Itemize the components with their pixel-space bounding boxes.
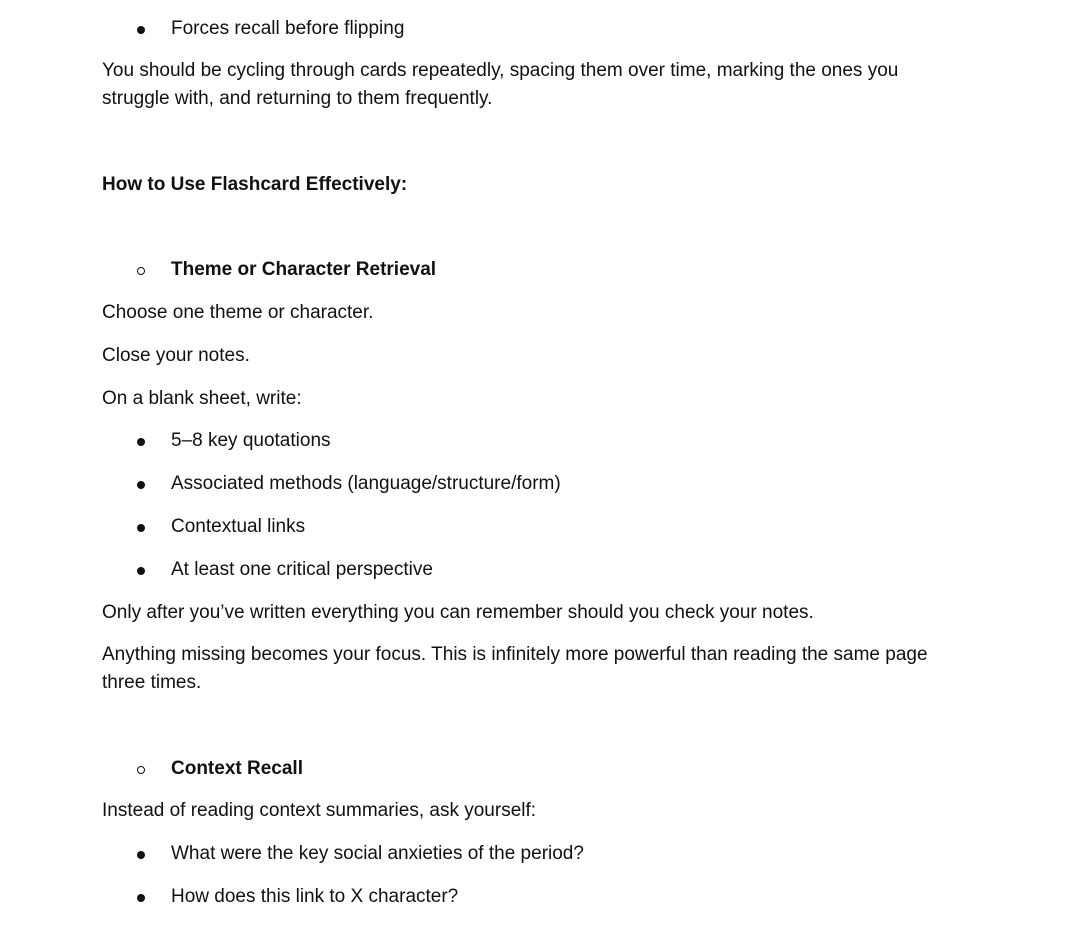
body-line: Close your notes. <box>102 345 250 366</box>
section-heading: How to Use Flashcard Effectively: <box>102 174 408 195</box>
bullet-marker <box>137 481 145 489</box>
hollow-bullet-marker <box>137 766 145 774</box>
body-line: On a blank sheet, write: <box>102 388 302 409</box>
closing-paragraph: Anything missing becomes your focus. This is infinitely more powerful than reading the same page three times. <box>102 644 928 693</box>
bullet-item: Contextual links <box>171 516 306 537</box>
body-line: Instead of reading context summaries, ask yourself: <box>102 800 537 821</box>
bullet-item: At least one critical perspective <box>171 559 433 580</box>
body-line: Only after you’ve written everything you can remember should you check your notes. <box>102 602 814 623</box>
subsection-title: Theme or Character Retrieval <box>171 259 437 280</box>
bullet-item: What were the key social anxieties of the period? <box>171 843 584 864</box>
intro-paragraph: You should be cycling through cards repeatedly, spacing them over time, marking the ones you struggle with, and returning to them frequently. <box>102 60 899 109</box>
bullet-marker <box>137 894 145 902</box>
bullet-marker <box>137 26 145 34</box>
bullet-marker <box>137 567 145 575</box>
bullet-item: Associated methods (language/structure/form) <box>171 473 561 494</box>
bullet-marker <box>137 524 145 532</box>
hollow-bullet-marker <box>137 267 145 275</box>
body-line: Choose one theme or character. <box>102 302 374 323</box>
bullet-item: 5–8 key quotations <box>171 430 331 451</box>
bullet-item: Forces recall before flipping <box>171 18 405 39</box>
bullet-marker <box>137 851 145 859</box>
bullet-item: How does this link to X character? <box>171 886 459 907</box>
subsection-title: Context Recall <box>171 758 303 779</box>
bullet-marker <box>137 438 145 446</box>
